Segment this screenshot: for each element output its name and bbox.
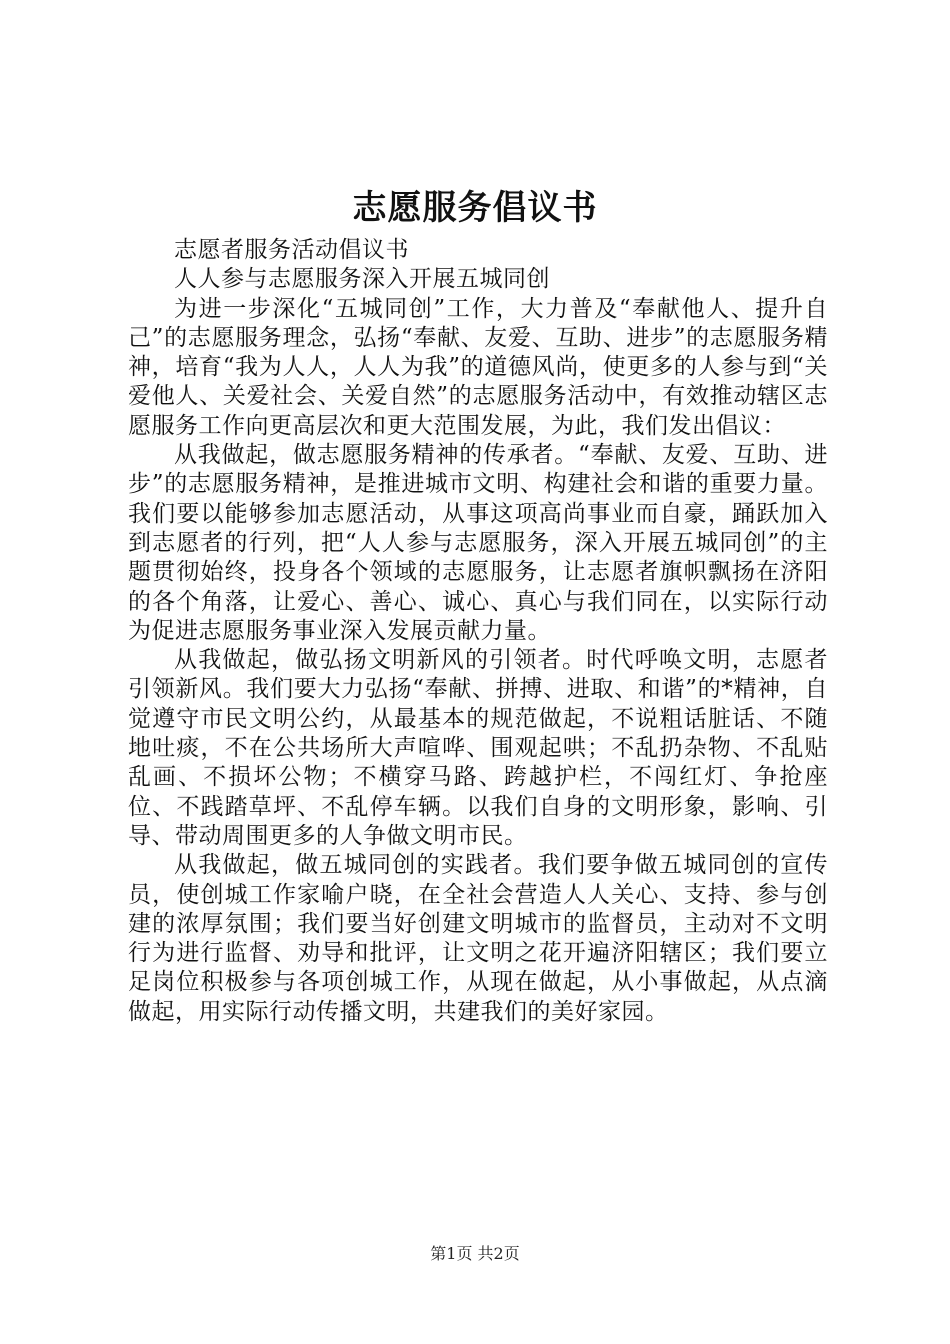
intro-paragraph: 为进一步深化“五城同创”工作，大力普及“奉献他人、提升自己”的志愿服务理念，弘扬“奉献、友爱、互助、进步”的志愿服务精神，培育“我为人人，人人为我”的道德风尚，使更多的人参与到“关爱他人、关爱社会、关爱自然”的志愿服务活动中，有效推动辖区志愿服务工作向更高层次和更大范围发展，为此，我们发出倡议： bbox=[128, 295, 828, 439]
proposal-paragraph-3: 从我做起，做五城同创的实践者。我们要争做五城同创的宣传员，使创城工作家喻户晓，在全社会营造人人关心、支持、参与创建的浓厚氛围；我们要当好创建文明城市的监督员，主动对不文明行为进行监督、劝导和批评，让文明之花开遍济阳辖区；我们要立足岗位积极参与各项创城工作，从现在做起，从小事做起，从点滴做起，用实际行动传播文明，共建我们的美好家园。 bbox=[128, 852, 828, 1025]
document-title: 志愿服务倡议书 bbox=[352, 188, 598, 228]
proposal-paragraph-2: 从我做起，做弘扬文明新风的引领者。时代呼唤文明，志愿者引领新风。我们要大力弘扬“奉献、拼搏、进取、和谐”的*精神，自觉遵守市民文明公约，从最基本的规范做起，不说粗话脏话、不随地吐痰，不在公共场所大声喧哗、围观起哄；不乱扔杂物、不乱贴乱画、不损坏公物；不横穿马路、跨越护栏，不闯红灯、争抢座位、不践踏草坪、不乱停车辆。以我们自身的文明形象，影响、引导、带动周围更多的人争做文明市民。 bbox=[128, 647, 828, 849]
subtitle-paragraph: 志愿者服务活动倡议书 bbox=[174, 237, 409, 263]
document-body bbox=[128, 236, 828, 1027]
page-number-footer: 第1页 共2页 bbox=[430, 1244, 520, 1263]
theme-paragraph: 人人参与志愿服务深入开展五城同创 bbox=[174, 266, 550, 293]
proposal-paragraph-1: 从我做起，做志愿服务精神的传承者。“奉献、友爱、互助、进步”的志愿服务精神，是推进城市文明、构建社会和谐的重要力量。我们要以能够参加志愿活动，从事这项高尚事业而自豪，踊跃加入到志愿者的行列，把“人人参与志愿服务，深入开展五城同创”的主题贯彻始终，投身各个领域的志愿服务，让志愿者旗帜飘扬在济阳的各个角落，让爱心、善心、诚心、真心与我们同在，以实际行动为促进志愿服务事业深入发展贡献力量。 bbox=[128, 442, 828, 644]
